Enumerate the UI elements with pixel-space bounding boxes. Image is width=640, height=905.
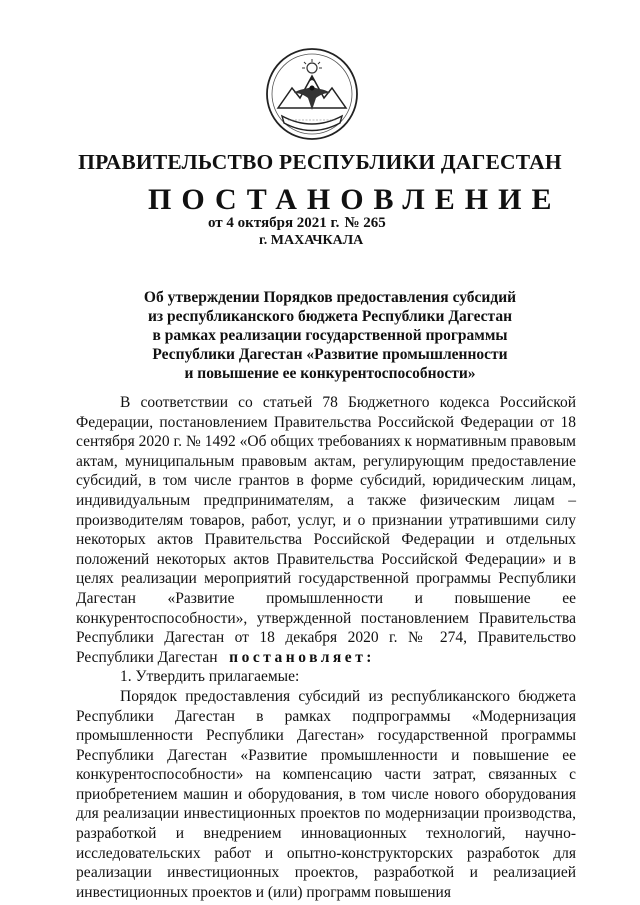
- document-date-line: [208, 215, 391, 232]
- title-line: в рамках реализации государственной программы: [152, 327, 508, 344]
- order-1-paragraph: Порядок предоставления субсидий из республиканского бюджета Республики Дагестан в рамках подпрограммы «Модернизация промышленности Республики Дагестан» государственной программы Республики Дагестан «Развитие промышленности и повышение ее конкурентоспособности» на компенсацию части затрат, связанных с приобретением машин и оборудования, в том числе нового оборудования для реализации инвестиционных проектов по модернизации производства, разработкой и внедрением инновационных технологий, научно-исследовательских работ и опытно-конструкторских разработок для реализации инвестиционных проектов, разработкой и реализацией инвестиционных проектов и (или) программ повышения: [76, 687, 576, 901]
- organization-heading: ПРАВИТЕЛЬСТВО РЕСПУБЛИКИ ДАГЕСТАН: [78, 150, 562, 174]
- document-body: [76, 393, 576, 902]
- title-line: и повышение ее конкурентоспособности»: [184, 365, 476, 382]
- document-city: г. МАХАЧКАЛА: [259, 233, 364, 248]
- preamble-paragraph: [76, 393, 576, 667]
- title-line: Об утверждении Порядков предоставления субсидий: [143, 289, 517, 306]
- coat-of-arms-icon: [264, 46, 360, 142]
- document-date: от 4 октября 2021 г.: [208, 215, 340, 231]
- document-number: № 265: [344, 215, 386, 231]
- title-line: Республики Дагестан «Развитие промышленности: [152, 346, 508, 363]
- document-title: [120, 288, 540, 383]
- preamble-text: В соответствии со статьей 78 Бюджетного кодекса Российской Федерации, постановлением Правительства Российской Федерации от 18 сентября 2020 г. № 1492 «Об общих требованиях к нормативным правовым актам, муниципальным правовым актам, регулирующим предоставление субсидий, в том числе грантов в форме субсидий, юридическим лицам, индивидуальным предпринимателям, а также физическим лицам – производителям товаров, работ, услуг, и о признании утратившими силу некоторых актов Правительства Российской Федерации и отдельных положений некоторых актов Правительства Российской Федерации» и в целях реализации мероприятий государственной программы Республики Дагестан «Развитие промышленности и повышение ее конкурентоспособности», утвержденной постановлением Правительства Республики Дагестан от 18 декабря 2020 г. № 274, Правительство Республики Дагестан: [76, 394, 576, 666]
- resolves-word: постановляет:: [229, 648, 375, 666]
- item-1: 1. Утвердить прилагаемые:: [120, 668, 300, 686]
- title-line: из республиканского бюджета Республики Дагестан: [147, 308, 513, 325]
- document-type-heading: ПОСТАНОВЛЕНИЕ: [148, 183, 562, 216]
